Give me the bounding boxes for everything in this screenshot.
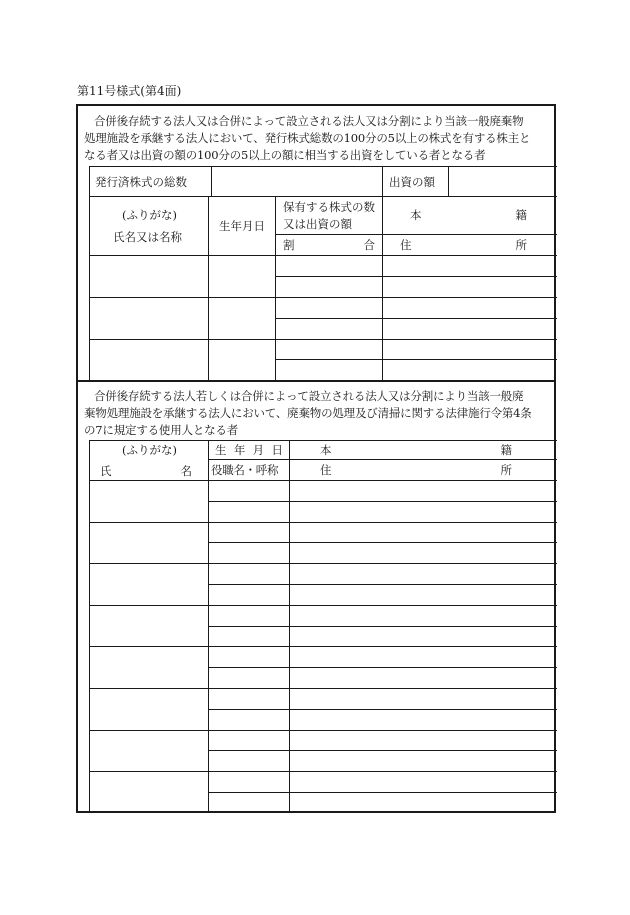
investment-amount-field[interactable] <box>449 167 556 195</box>
section2-row1-dob-cell[interactable] <box>209 481 289 501</box>
total-shares-label <box>95 175 204 189</box>
section2-row4-domicile-cell[interactable] <box>290 606 556 626</box>
section1-row1-ratio-cell[interactable] <box>276 277 382 297</box>
section2-row7-position-cell[interactable] <box>209 751 289 771</box>
section1-row1-address-cell[interactable] <box>383 277 556 297</box>
section2-row5-position-cell[interactable] <box>209 668 289 688</box>
section1-description-line-2: 処理施設を承継する法人において、発行株式総数の100分の5以上の株式を有する株主と <box>84 131 531 145</box>
section2-name-char-1: 氏 <box>100 464 112 478</box>
section2-address-char-2: 所 <box>500 463 512 477</box>
section2-row6-dob-cell[interactable] <box>209 689 289 709</box>
section2-row3-position-cell[interactable] <box>209 585 289 605</box>
section1-shares-header-line2-text: 又は出資の額 <box>283 217 352 231</box>
section1-row3-address-cell[interactable] <box>383 360 556 380</box>
section2-row3-name-cell[interactable] <box>90 564 208 605</box>
section2-description-line-2: 棄物処理施設を承継する法人において、廃棄物の処理及び清掃に関する法律施行令第4条 <box>84 406 532 420</box>
section2-name-char-2: 名 <box>180 464 192 478</box>
section2-row7-name-cell[interactable] <box>90 731 208 772</box>
section2-address-header <box>320 463 512 477</box>
section2-domicile-char-1: 本 <box>320 443 332 457</box>
section1-furigana-header: (ふりがな) <box>122 208 177 222</box>
section1-row3-domicile-cell[interactable] <box>383 340 556 359</box>
section1-row3-ratio-cell[interactable] <box>276 360 382 380</box>
total-shares-label-text: 発行済株式の総数 <box>95 175 187 189</box>
section2-position-header: 役職名・呼称 <box>211 463 279 477</box>
section2-row8-address-cell[interactable] <box>290 793 556 812</box>
section2-row6-domicile-cell[interactable] <box>290 689 556 709</box>
section1-row3-dob-cell[interactable] <box>209 340 275 380</box>
section1-address-char-1: 住 <box>400 238 412 252</box>
section2-row8-domicile-cell[interactable] <box>290 772 556 792</box>
section2-dob-header <box>215 443 283 457</box>
section1-ratio-header <box>283 238 375 252</box>
section2-row6-address-cell[interactable] <box>290 710 556 730</box>
section2-domicile-char-2: 籍 <box>500 443 512 457</box>
section2-row8-dob-cell[interactable] <box>209 772 289 792</box>
section2-row2-position-cell[interactable] <box>209 543 289 563</box>
section1-ratio-char-1: 割 <box>283 238 295 252</box>
section1-domicile-header <box>410 208 527 222</box>
section1-row2-domicile-cell[interactable] <box>383 298 556 318</box>
section2-furigana-header: (ふりがな) <box>122 443 177 457</box>
section2-row2-dob-cell[interactable] <box>209 523 289 543</box>
section1-domicile-char-1: 本 <box>410 208 422 222</box>
section2-row1-domicile-cell[interactable] <box>290 481 556 501</box>
section1-totals-bottom-line <box>89 196 557 197</box>
section2-dob-char-1: 生 <box>215 443 227 457</box>
section2-row3-dob-cell[interactable] <box>209 564 289 584</box>
section1-address-header <box>400 238 527 252</box>
section2-row7-domicile-cell[interactable] <box>290 731 556 751</box>
section2-row2-address-cell[interactable] <box>290 543 556 563</box>
section2-row8-name-cell[interactable] <box>90 772 208 812</box>
section2-dob-char-3: 月 <box>252 443 265 457</box>
section2-row5-name-cell[interactable] <box>90 647 208 688</box>
section2-row4-address-cell[interactable] <box>290 627 556 647</box>
section2-row6-name-cell[interactable] <box>90 689 208 730</box>
section1-shares-header-line1: 保有する株式の数 <box>283 200 375 214</box>
section1-shares-header-line2 <box>283 217 375 231</box>
section1-row3-name-cell[interactable] <box>90 340 208 380</box>
section1-description-line-3: なる者又は出資の額の100分の5以上の額に相当する出資をしている者となる者 <box>84 148 486 162</box>
section1-row3-shares-cell[interactable] <box>276 340 382 359</box>
section2-row1-position-cell[interactable] <box>209 502 289 522</box>
section2-row5-address-cell[interactable] <box>290 668 556 688</box>
section2-row5-domicile-cell[interactable] <box>290 647 556 667</box>
section2-row2-name-cell[interactable] <box>90 523 208 564</box>
section1-address-char-2: 所 <box>515 238 527 252</box>
total-shares-field[interactable] <box>212 167 381 195</box>
section1-row2-dob-cell[interactable] <box>209 298 275 339</box>
section2-row3-domicile-cell[interactable] <box>290 564 556 584</box>
section2-row6-position-cell[interactable] <box>209 710 289 730</box>
section1-row1-shares-cell[interactable] <box>276 256 382 276</box>
form-title: 第11号様式(第4面) <box>77 84 182 98</box>
section2-dob-char-4: 日 <box>271 443 283 457</box>
section2-name-header <box>100 464 192 478</box>
section1-row2-shares-cell[interactable] <box>276 298 382 318</box>
section1-dob-header: 生年月日 <box>219 219 265 233</box>
section2-table-top-line <box>89 440 557 441</box>
section2-description-line-1: 合併後存続する法人若しくは合併によって設立される法人又は分割により当該一般廃 <box>94 389 524 403</box>
section2-dob-char-2: 年 <box>233 443 246 457</box>
section2-row4-position-cell[interactable] <box>209 627 289 647</box>
section2-row7-dob-cell[interactable] <box>209 731 289 751</box>
section1-name-header: 氏名又は名称 <box>113 230 182 244</box>
section2-row5-dob-cell[interactable] <box>209 647 289 667</box>
section1-row2-ratio-cell[interactable] <box>276 319 382 339</box>
section-divider <box>76 380 556 382</box>
section2-row7-address-cell[interactable] <box>290 751 556 771</box>
section1-row2-name-cell[interactable] <box>90 298 208 339</box>
section2-row4-name-cell[interactable] <box>90 606 208 647</box>
section1-row1-name-cell[interactable] <box>90 256 208 297</box>
section2-description-line-3: の7に規定する使用人となる者 <box>84 423 239 437</box>
investment-amount-label: 出資の額 <box>389 175 435 189</box>
section1-header-mid-line <box>275 234 557 235</box>
section2-domicile-header <box>320 443 512 457</box>
section2-row3-address-cell[interactable] <box>290 585 556 605</box>
section1-ratio-char-2: 合 <box>363 238 375 252</box>
section2-row4-dob-cell[interactable] <box>209 606 289 626</box>
section1-row2-address-cell[interactable] <box>383 319 556 339</box>
section1-row1-domicile-cell[interactable] <box>383 256 556 276</box>
section1-row1-dob-cell[interactable] <box>209 256 275 297</box>
section2-address-char-1: 住 <box>320 463 332 477</box>
section2-row1-name-cell[interactable] <box>90 481 208 522</box>
section1-description-line-1: 合併後存続する法人又は合併によって設立される法人又は分割により当該一般廃棄物 <box>94 114 524 128</box>
section2-row8-position-cell[interactable] <box>209 793 289 812</box>
section1-domicile-char-2: 籍 <box>515 208 527 222</box>
section2-header-mid-line <box>208 459 557 460</box>
section2-row1-address-cell[interactable] <box>290 502 556 522</box>
section2-row2-domicile-cell[interactable] <box>290 523 556 543</box>
